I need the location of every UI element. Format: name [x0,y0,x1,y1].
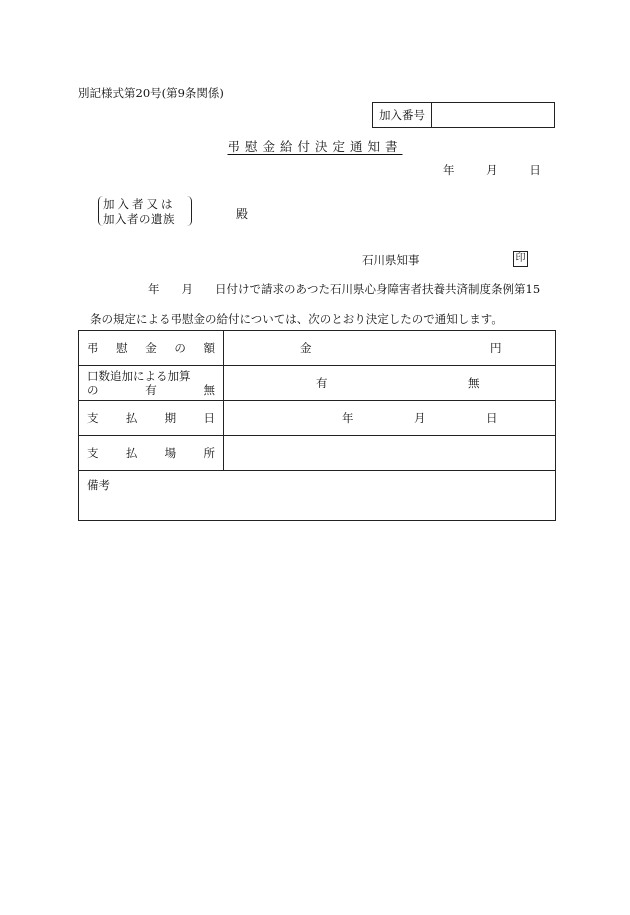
form-number: 別記様式第20号(第9条関係) [78,86,224,100]
issue-date [443,162,541,178]
addition-no[interactable]: 無 [468,376,480,390]
paydate-year: 年 [342,411,354,425]
table-row-remarks [79,471,556,521]
amount-suffix: 円 [490,341,502,355]
paydate-month: 月 [414,411,426,425]
addition-field[interactable] [224,366,556,401]
remarks-label: 備考 [87,478,110,492]
addition-yes[interactable]: 有 [316,376,328,390]
paydate-label: 支 払 期 日 [79,401,224,436]
table-row-payplace [79,436,556,471]
issuer-name: 石川県知事 [362,253,420,267]
addressee-line1: 加入者又は [103,197,176,211]
body-year: 年 [148,282,160,296]
payplace-field[interactable] [224,436,556,471]
seal-mark: 印 [513,251,528,267]
member-number-box [372,102,555,128]
body-line1-text: 日付けで請求のあつた石川県心身障害者扶養共済制度条例第15 [215,282,541,296]
decision-table [78,330,556,521]
date-month: 月 [486,163,498,177]
body-line1 [148,281,540,297]
body-month: 月 [181,282,193,296]
addressee-honorific: 殿 [236,207,249,221]
amount-label: 弔 慰 金 の 額 [79,331,224,366]
addition-label: 口数追加による加算 の 有 無 [79,366,224,401]
table-row-paydate [79,401,556,436]
paydate-field[interactable] [224,401,556,436]
date-day: 日 [529,163,541,177]
table-row-addition [79,366,556,401]
addressee-line2: 加入者の遺族 [103,212,175,226]
document-title: 弔慰金給付決定通知書 [227,139,403,154]
member-number-label: 加入番号 [373,103,432,127]
remarks-field[interactable] [79,471,556,521]
member-number-field[interactable] [432,103,554,127]
body-line2: 条の規定による弔慰金の給付については、次のとおり決定したので通知します。 [90,312,503,326]
paydate-day: 日 [486,411,498,425]
amount-prefix: 金 [300,341,312,355]
amount-field[interactable] [224,331,556,366]
payplace-label: 支 払 場 所 [79,436,224,471]
date-year: 年 [443,163,455,177]
table-row-amount [79,331,556,366]
